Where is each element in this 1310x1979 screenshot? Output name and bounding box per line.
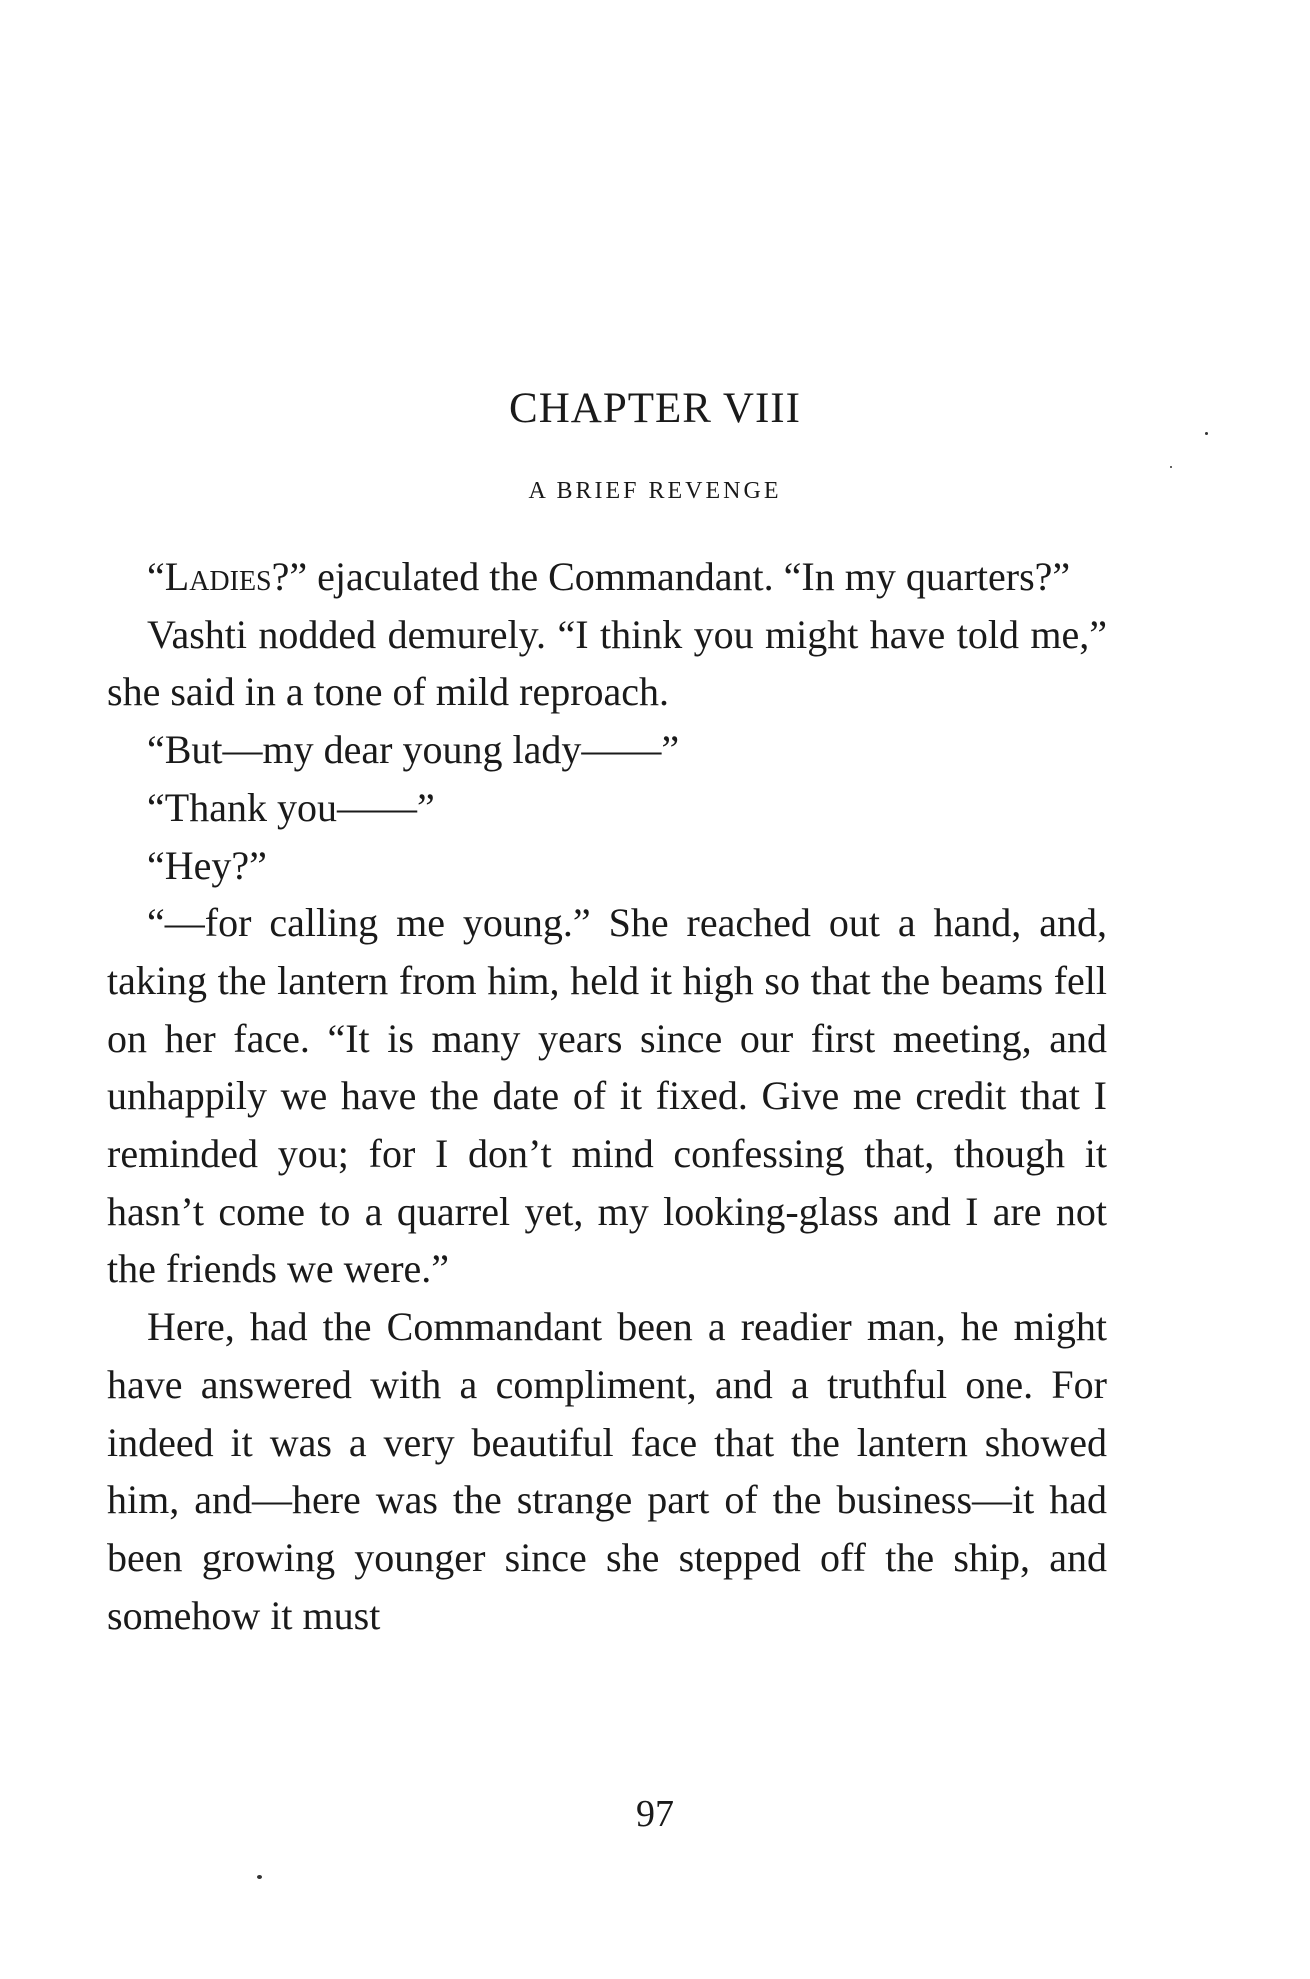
paragraph-4: “Thank you——” <box>147 784 435 830</box>
page-number: 97 <box>636 1793 674 1835</box>
body-text <box>107 548 1107 1644</box>
scan-speck <box>1170 466 1172 468</box>
paragraph-2: Vashti nodded demurely. “I think you might have told me,” she said in a tone of mild reproach. <box>107 611 1107 715</box>
paragraph-1-lead: “Ladies <box>147 554 272 599</box>
scan-speck <box>1205 432 1208 435</box>
paragraph-3: “But—my dear young lady——” <box>147 727 680 773</box>
paragraph-1-text: ?” ejaculated the Commandant. “In my quarters?” <box>271 554 1071 599</box>
paragraph-5: “Hey?” <box>147 842 267 888</box>
chapter-subtitle: A BRIEF REVENGE <box>528 478 782 504</box>
chapter-title: CHAPTER VIII <box>509 385 801 432</box>
paragraph-6: “—for calling me young.” She reached out a hand, and, taking the lantern from him, held it high so that the beams fell on her face. “It is many years since our first meeting, and unhappily we have the date of it fixed. Give me credit that I reminded you; for I don’t mind confessing that, though it hasn’t come to a quarrel yet, my looking-glass and I are not the friends we were.” <box>107 900 1107 1292</box>
scan-speck <box>257 1875 262 1879</box>
paragraph-1 <box>107 548 1107 606</box>
paragraph-7: Here, had the Commandant been a readier man, he might have answered with a compliment, and a truthful one. For indeed it was a very beautiful face that the lantern showed him, and—here was the strange part of the business—it had been growing younger since she stepped off the ship, and somehow it must <box>107 1304 1107 1638</box>
